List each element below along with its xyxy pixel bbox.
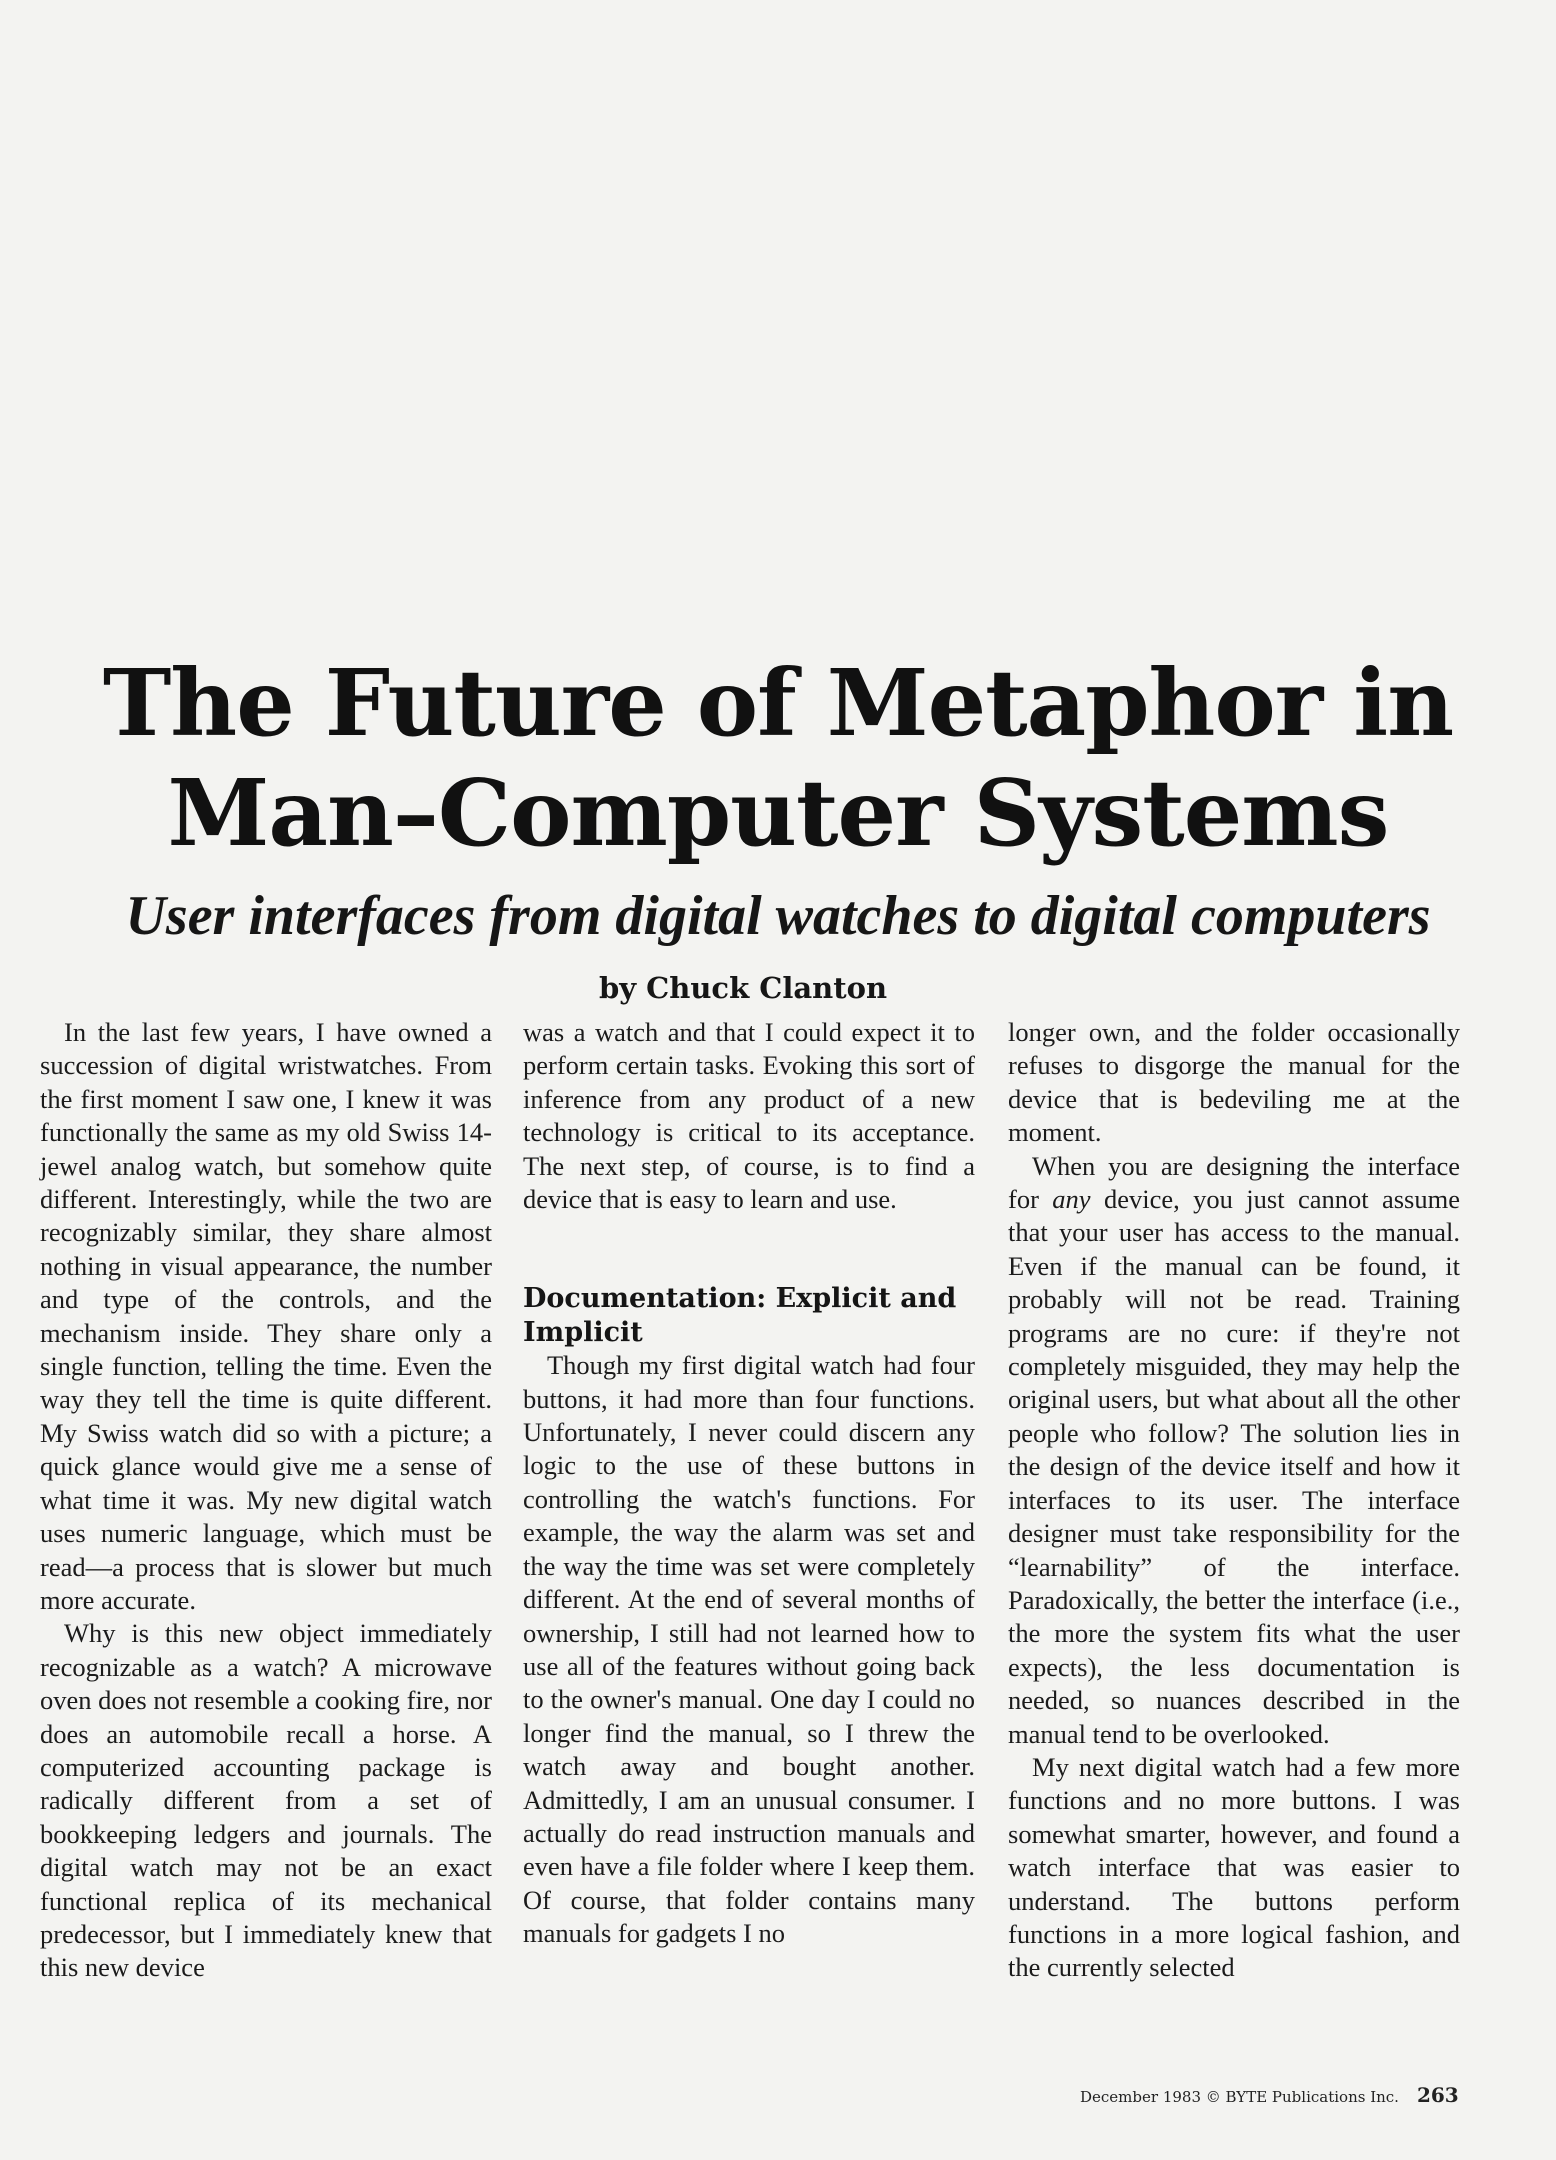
title-line-2: Man–Computer Systems <box>167 759 1389 867</box>
paragraph: Why is this new object immediately recognizable as a watch? A microwave oven does not resemble a cooking fire, nor does an automobile recall a horse. A computerized accounting package is radically different from a set of bookkeeping ledgers and journals. The digital watch may not be an exact functional replica of its mechanical predecessor, but I immediately knew that this new device <box>40 1618 492 1983</box>
paragraph: was a watch and that I could expect it to perform certain tasks. Evoking this sort of inference from any product of a new technology is critical to its acceptance. The next step, of course, is to find a device that is easy to learn and use. <box>523 1017 975 1215</box>
article-title <box>0 648 1556 868</box>
title-line-1: The Future of Metaphor in <box>102 649 1454 757</box>
section-heading: Documentation: Explicit and Implicit <box>523 1283 957 1348</box>
text-column-2 <box>523 1016 975 1951</box>
footer-credit: December 1983 © BYTE Publications Inc. <box>1080 2088 1399 2106</box>
paragraph <box>1008 1150 1460 1751</box>
paragraph: My next digital watch had a few more functions and no more buttons. I was somewhat smarter, however, and found a watch interface that was easier to understand. The buttons perform functions in a more logical fashion, and the currently selected <box>1008 1751 1460 1983</box>
text-column-1 <box>40 1016 492 1985</box>
article-byline: by Chuck Clanton <box>598 971 888 1005</box>
page-footer <box>1080 2080 1459 2112</box>
paragraph: Though my first digital watch had four buttons, it had more than four functions. Unfortunately, I never could discern any logic to the use of these buttons in controlling the watch's functions. For example, the way the alarm was set and the way the time was set were completely different. At the end of several months of ownership, I still had not learned how to use all of the features without going back to the owner's manual. One day I could no longer find the manual, so I threw the watch away and bought another. Admittedly, I am an unusual consumer. I actually do read instruction manuals and even have a file folder where I keep them. Of course, that folder contains many manuals for gadgets I no <box>523 1350 975 1949</box>
paragraph-text: When you are designing the interface for <box>1008 1150 1460 1215</box>
paragraph: longer own, and the folder occasionally refuses to disgorge the manual for the device that is bedeviling me at the moment. <box>1008 1017 1460 1148</box>
emphasis-text: any <box>1052 1184 1091 1215</box>
article-subtitle: User interfaces from digital watches to digital computers <box>125 885 1431 947</box>
paragraph: In the last few years, I have owned a succession of digital wristwatches. From the first moment I saw one, I knew it was functionally the same as my old Swiss 14-jewel analog watch, but somehow quite different. Interestingly, while the two are recognizably similar, they share almost nothing in visual appearance, the number and type of the controls, and the mechanism inside. They share only a single function, telling the time. Even the way they tell the time is quite different. My Swiss watch did so with a picture; a quick glance would give me a sense of what time it was. My new digital watch uses numeric language, which must be read—a process that is slower but much more accurate. <box>40 1017 492 1615</box>
paragraph-text: device, you just cannot assume that your user has access to the manual. Even if the manual can be found, it probably will not be read. Training programs are no cure: if they're not completely misguided, they may help the original users, but what about all the other people who follow? The solution lies in the design of the device itself and how it interfaces to its user. The interface designer must take responsibility for the “learnability” of the interface. Paradoxically, the better the interface (i.e., the more the system fits what the user expects), the less documentation is needed, so nuances described in the manual tend to be overlooked. <box>1008 1184 1460 1749</box>
page-number: 263 <box>1416 2083 1459 2107</box>
text-column-3 <box>1008 1016 1460 1985</box>
